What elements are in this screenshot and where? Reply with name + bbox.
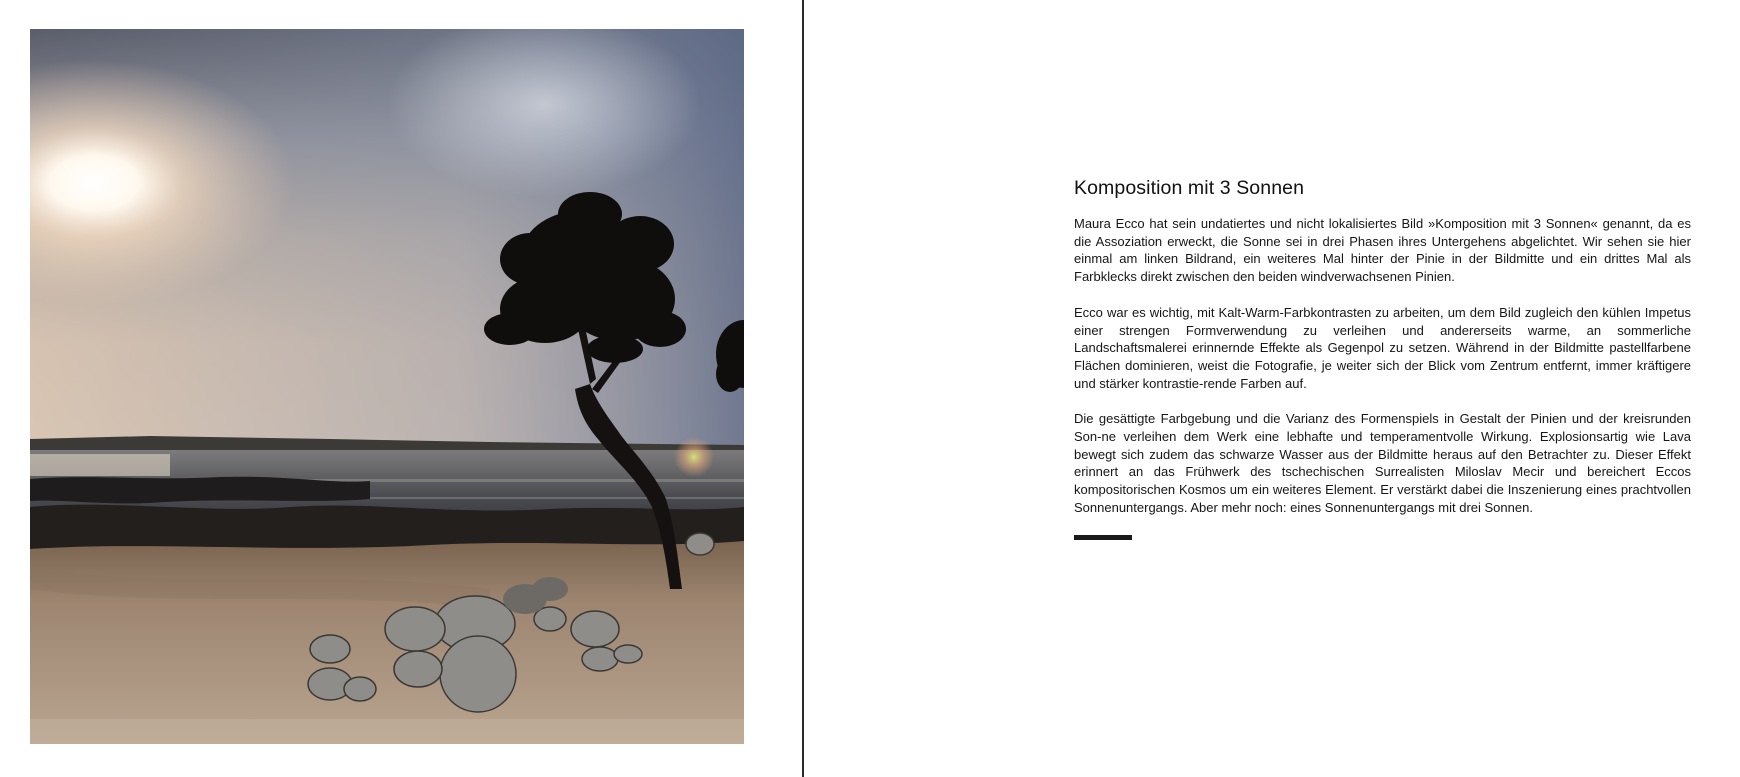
- article-paragraph-1: Maura Ecco hat sein undatiertes und nicht lokalisiertes Bild »Komposition mit 3 Sonnen« genannt, da es die Assoziation erweckt, die Sonne sei in drei Phasen ihres Untergehens abgelichtet. Wir sehen sie hier einmal am linken Bildrand, ein weiteres Mal hinter der Pinie in der Bildmitte und ein drittes Mal als Farbklecks direkt zwischen den beiden windverwachsenen Pinien.: [1074, 216, 1691, 285]
- article: [1074, 176, 1691, 540]
- left-page: [0, 0, 802, 777]
- article-title: Komposition mit 3 Sonnen: [1074, 177, 1305, 199]
- sunset-beach-illustration: [30, 29, 744, 744]
- article-paragraph-3: Die gesättigte Farbgebung und die Varianz des Formenspiels in Gestalt der Pinien und der kreisrunden Son-ne verleihen dem Werk eine lebhafte und temperamentvolle Wirkung. Explosionsartig wie Lava bewegt sich zudem das schwarze Wasser aus der Bildmitte heraus auf den Betrachter zu. Dieser Effekt erinnert an das Frühwerk des tschechischen Surrealisten Miloslav Mecir und bereichert Eccos kompositorischen Kosmos um ein weiteres Element. Er verstärkt dabei die Inszenierung eines prachtvollen Sonnenuntergangs. Aber mehr noch: eines Sonnenuntergangs mit drei Sonnen.: [1074, 411, 1691, 515]
- sunset-photo: [30, 29, 744, 744]
- closing-rule: [1074, 535, 1132, 540]
- article-paragraph-2: Ecco war es wichtig, mit Kalt-Warm-Farbkontrasten zu arbeiten, um dem Bild zugleich den kühlen Impetus einer strengen Formverwendung zu verleihen und andererseits warme, an sommerliche Landschaftsmalerei erinnernde Effekte als Gegenpol zu setzen. Während in der Bildmitte pastellfarbene Flächen dominieren, weist die Fotografie, je weiter sich der Blick vom Zentrum entfernt, immer kräftigere und stärker kontrastie-rende Farben auf.: [1074, 304, 1691, 391]
